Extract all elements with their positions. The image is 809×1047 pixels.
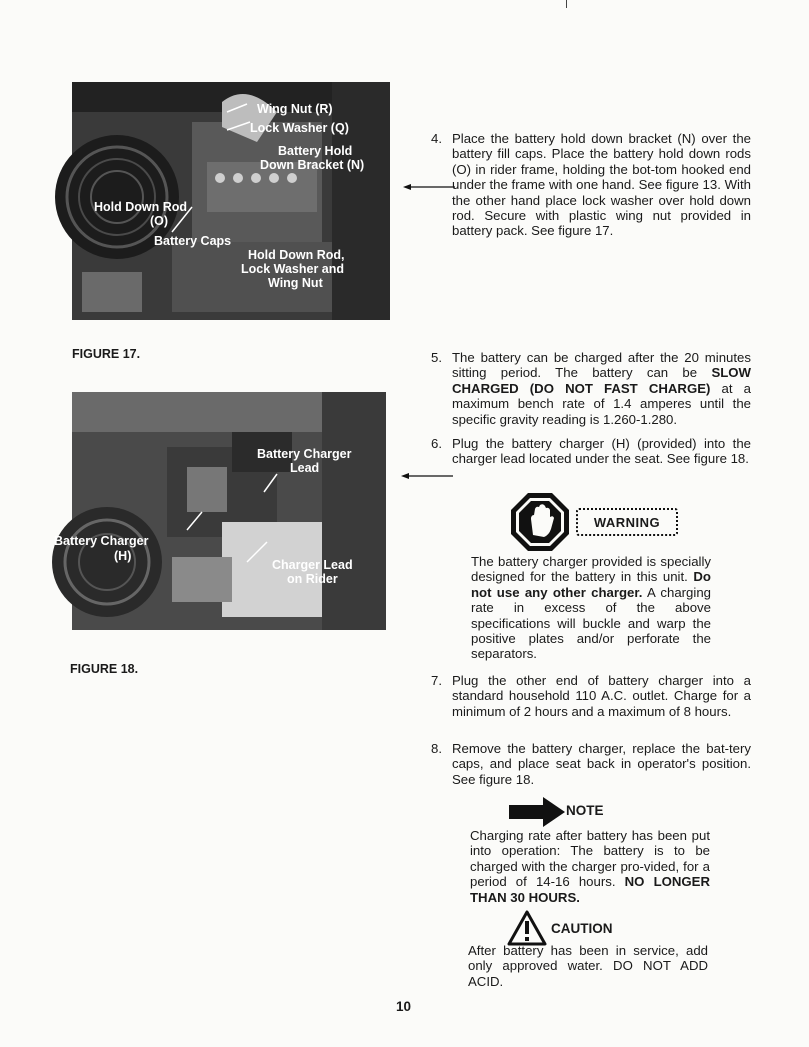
step-text: Place the battery hold down bracket (N) over the battery fill caps. Place the battery hold down rods (O) in rider frame, holding the bot-tom hooked end under the frame with one hand. See figure 13. With the other hand place lock washer over hold down rod. Secure with plastic wing nut provided in battery pack. See figure 17. (452, 131, 751, 239)
fig18-label-on-rider: on Rider (287, 572, 338, 586)
note-text (470, 828, 710, 905)
note-label: NOTE (566, 803, 604, 818)
fig17-label-battery-hold: Battery Hold (278, 144, 353, 158)
step-text-emphasis: SLOW CHARGED (DO NOT FAST CHARGE) (452, 365, 751, 396)
fig17-label-lock-washer-and: Lock Washer and (241, 262, 345, 276)
note-text-part: Charging rate after battery has been put into operation: The battery is to be charged with the charger pro-vided, for a period of 14-16 hours. (470, 828, 710, 890)
fig17-label-battery-caps: Battery Caps (154, 234, 232, 248)
warning-label: WARNING (576, 508, 678, 536)
stop-hand-icon (509, 491, 571, 553)
warning-text-part: A charging rate in excess of the above specifications will buckle and warp the positive plates and/or perforate the separators. (471, 584, 711, 662)
page-number: 10 (396, 999, 412, 1014)
step-text: Remove the battery charger, replace the bat-tery caps, and place seat back in operator's position. See figure 18. (452, 741, 751, 787)
step-text: Plug the battery charger (H) (provided) into the charger lead located under the seat. See figure 18. (452, 436, 751, 467)
step-text: Plug the other end of battery charger into a standard household 110 A.C. outlet. Charge for a minimum of 2 hours and a maximum of 8 hours. (452, 673, 751, 719)
figure-18-photo (54, 392, 386, 630)
caution-text: After battery has been in service, add only approved water. DO NOT ADD ACID. (468, 943, 708, 989)
figure-17-photo (72, 82, 390, 320)
figure-18-photo-shapes (72, 392, 386, 630)
step-text-part: at a maximum bench rate of 1.4 amperes until the specific gravity reading is 1.260-1.280. (452, 380, 751, 427)
figure-17-caption: FIGURE 17. (72, 347, 141, 361)
fig17-label-down-bracket: Down Bracket (N) (260, 158, 365, 172)
step-6 (431, 436, 751, 467)
warning-text-part: The battery charger provided is specially designed for the battery in this unit. (471, 554, 711, 585)
fig18-label-battery-charger-lead: Battery Charger (257, 447, 352, 461)
fig18-label-lead: Lead (290, 461, 320, 475)
caution-label: CAUTION (551, 921, 613, 936)
step-8 (431, 741, 751, 787)
step-text-part: The battery can be charged after the 20 minutes sitting period. The battery can be (452, 350, 751, 381)
fig18-label-charger-lead: Charger Lead (272, 558, 353, 572)
fig17-label-wing-nut: Wing Nut (R) (257, 102, 333, 116)
step-4 (431, 131, 751, 239)
figure-18-pointer-arrow (401, 471, 453, 481)
step-number: 5. (431, 350, 442, 365)
step-number: 4. (431, 131, 442, 146)
warning-text (471, 554, 711, 662)
fig17-label-hold-down-rod: Hold Down Rod (94, 200, 188, 214)
arrow-right-icon (509, 797, 565, 827)
top-tick-mark (566, 0, 567, 8)
caution-triangle-icon (507, 910, 547, 946)
step-7 (431, 673, 751, 719)
step-number: 6. (431, 436, 442, 451)
fig18-label-battery-charger: Battery Charger (54, 534, 149, 548)
step-text (452, 350, 751, 427)
fig17-label-lock-washer: Lock Washer (Q) (250, 121, 349, 135)
fig17-label-o: (O) (150, 214, 169, 228)
figure-18-caption: FIGURE 18. (70, 662, 139, 676)
step-number: 7. (431, 673, 442, 688)
fig17-label-hold-down-rod-2: Hold Down Rod, (248, 248, 345, 262)
fig17-label-wing-nut-2: Wing Nut (268, 276, 323, 290)
note-text-emphasis: NO LONGER THAN 30 HOURS. (470, 874, 711, 905)
fig18-label-h: (H) (114, 549, 132, 563)
step-5 (431, 350, 751, 427)
warning-text-emphasis: Do not use any other charger. (471, 569, 711, 600)
step-number: 8. (431, 741, 442, 756)
